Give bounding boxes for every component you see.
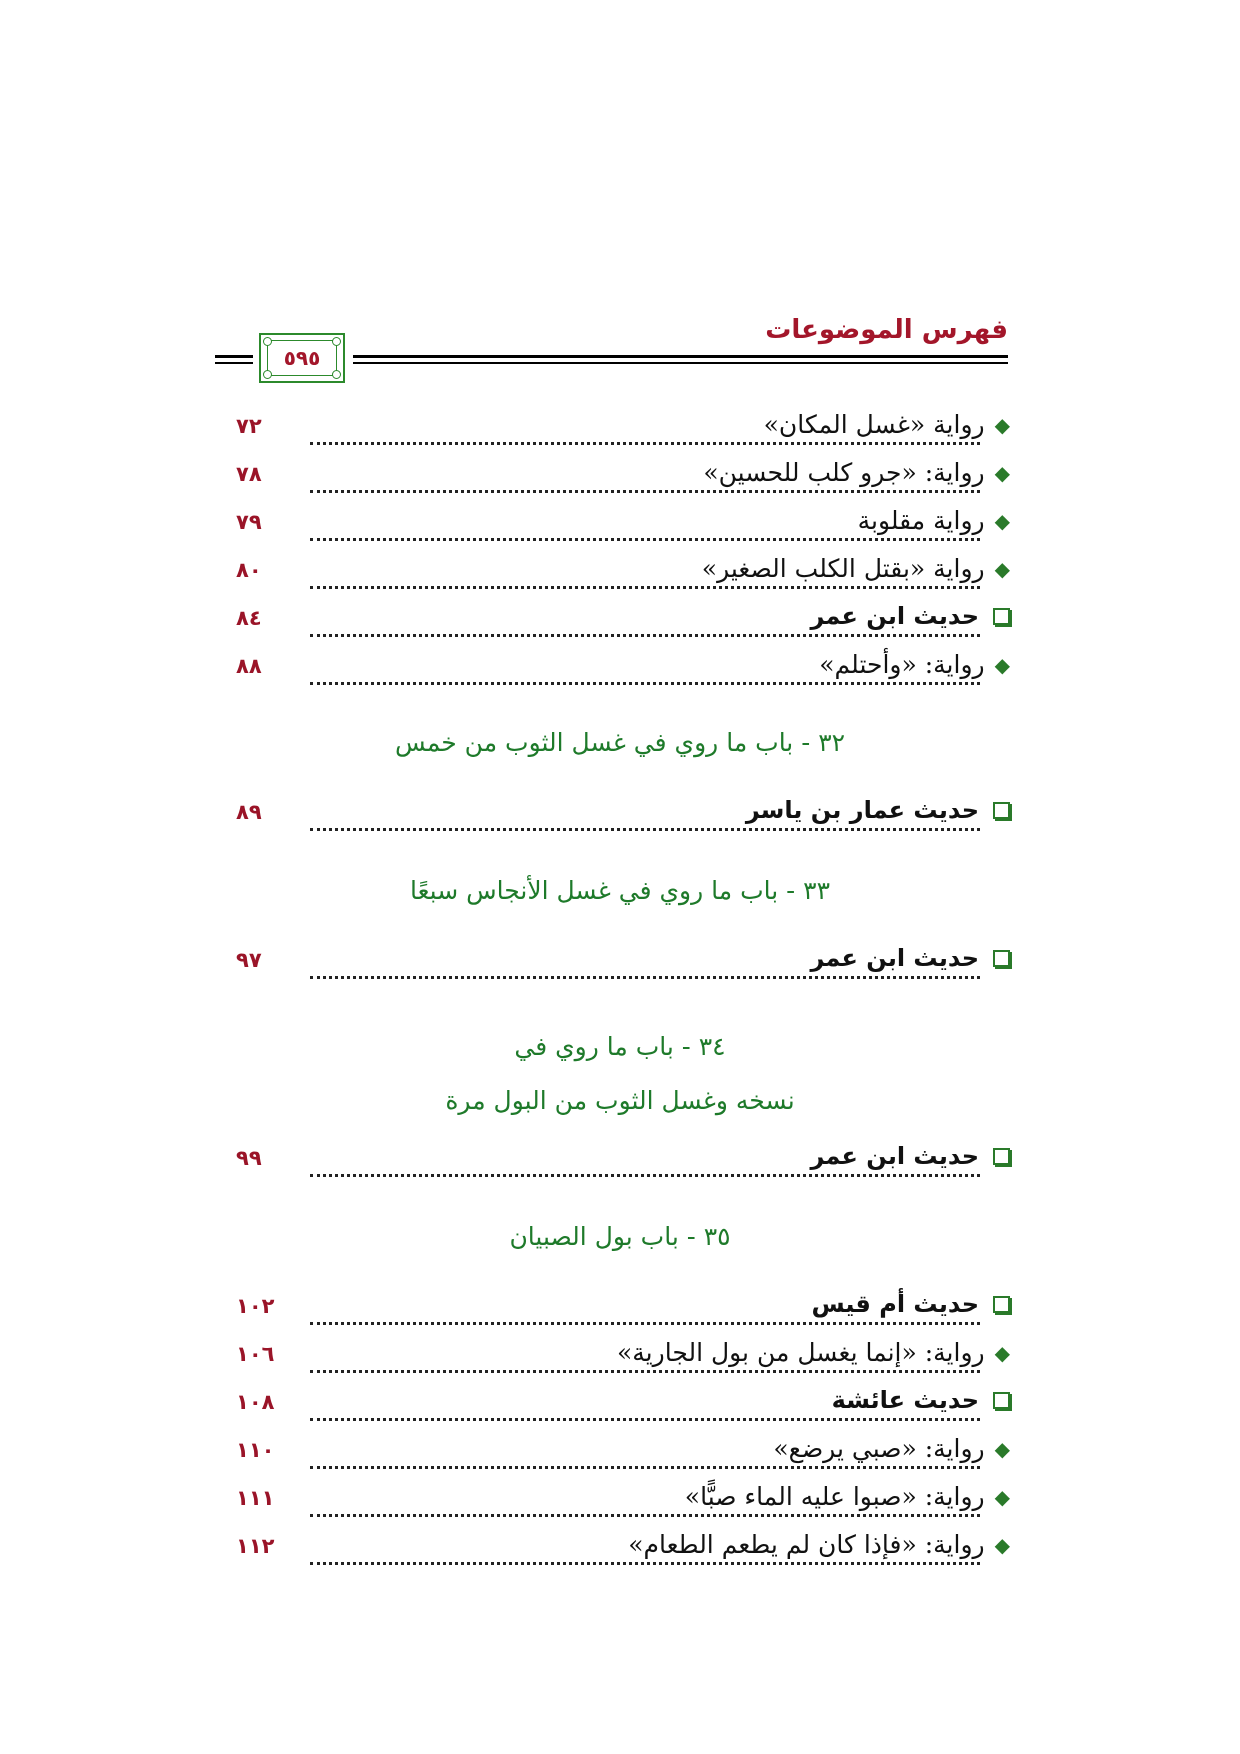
diamond-icon: ◆ (994, 556, 1010, 581)
page-number-frame (259, 333, 345, 383)
entry-page-number: ٨٠ (236, 558, 262, 582)
toc-entry[interactable] (230, 1290, 1010, 1334)
chapter-heading-line: ٣٤ - باب ما روي في (514, 1032, 726, 1061)
diamond-icon: ◆ (994, 1436, 1010, 1461)
header-rule-left-thin (215, 362, 253, 364)
entry-page-number: ١١١ (236, 1486, 275, 1510)
entry-text: حديث ابن عمر (810, 1142, 979, 1170)
chapter-heading-line: ٣٣ - باب ما روي في غسل الأنجاس سبعًا (410, 876, 830, 905)
entry-text: حديث عمار بن ياسر (745, 796, 979, 824)
entry-page-number: ١٠٨ (236, 1390, 275, 1414)
chapter-heading (230, 728, 1010, 757)
entry-text: رواية: «فإذا كان لم يطعم الطعام» (628, 1530, 985, 1559)
entry-text: رواية «غسل المكان» (763, 410, 985, 439)
entry-page-number: ٩٧ (236, 948, 262, 972)
entry-page-number: ٨٩ (236, 800, 262, 824)
toc-entry[interactable] (230, 1434, 1010, 1478)
chapter-heading (230, 1222, 1010, 1251)
entry-text: حديث ابن عمر (810, 944, 979, 972)
entry-page-number: ١٠٢ (236, 1294, 275, 1318)
diamond-icon: ◆ (994, 508, 1010, 533)
diamond-icon: ◆ (994, 1484, 1010, 1509)
diamond-icon: ◆ (994, 1532, 1010, 1557)
toc-entry[interactable] (230, 602, 1010, 646)
page-header (215, 315, 1008, 390)
entry-page-number: ٨٨ (236, 654, 262, 678)
square-icon (993, 1392, 1010, 1409)
square-icon (993, 608, 1010, 625)
diamond-icon: ◆ (994, 412, 1010, 437)
toc-entry[interactable] (230, 458, 1010, 502)
entry-page-number: ٨٤ (236, 606, 262, 630)
entry-text: رواية مقلوبة (857, 506, 985, 535)
header-rule-left (215, 355, 253, 358)
diamond-icon: ◆ (994, 1340, 1010, 1365)
frame-ornament-icon (332, 370, 341, 379)
frame-ornament-icon (263, 370, 272, 379)
entry-text: رواية «بقتل الكلب الصغير» (701, 554, 985, 583)
entry-text: رواية: «وأحتلم» (819, 650, 985, 679)
frame-ornament-icon (263, 337, 272, 346)
square-icon (993, 802, 1010, 819)
square-icon (993, 1148, 1010, 1165)
toc-entry[interactable] (230, 1338, 1010, 1382)
toc-entry[interactable] (230, 410, 1010, 454)
entry-page-number: ١١٠ (236, 1438, 275, 1462)
toc-entry[interactable] (230, 1530, 1010, 1574)
chapter-heading (230, 1020, 1010, 1128)
toc-entry[interactable] (230, 944, 1010, 988)
square-icon (993, 1296, 1010, 1313)
entry-text: رواية: «صبي يرضع» (773, 1434, 985, 1463)
entry-page-number: ١٠٦ (236, 1342, 275, 1366)
toc-entry[interactable] (230, 554, 1010, 598)
chapter-heading-line: ٣٢ - باب ما روي في غسل الثوب من خمس (394, 728, 846, 757)
toc-entry[interactable] (230, 1142, 1010, 1186)
toc-entry[interactable] (230, 506, 1010, 550)
entry-page-number: ٩٩ (236, 1146, 262, 1170)
chapter-heading-line: نسخه وغسل الثوب من البول مرة (445, 1086, 795, 1115)
entry-text: حديث ابن عمر (810, 602, 979, 630)
diamond-icon: ◆ (994, 460, 1010, 485)
entry-text: رواية: «صبوا عليه الماء صبًّا» (684, 1482, 985, 1511)
diamond-icon: ◆ (994, 652, 1010, 677)
header-rule-right-thin (353, 362, 1008, 364)
entry-page-number: ٧٢ (236, 414, 262, 438)
square-icon (993, 950, 1010, 967)
chapter-heading (230, 876, 1010, 905)
entry-page-number: ٧٨ (236, 462, 262, 486)
entry-text: رواية: «جرو كلب للحسين» (703, 458, 985, 487)
toc-entry[interactable] (230, 1482, 1010, 1526)
frame-ornament-icon (332, 337, 341, 346)
entry-page-number: ٧٩ (236, 510, 262, 534)
toc-entry[interactable] (230, 650, 1010, 694)
page-number: ٥٩٥ (267, 340, 337, 376)
entry-text: حديث عائشة (831, 1386, 979, 1414)
entry-page-number: ١١٢ (236, 1534, 275, 1558)
toc-entry[interactable] (230, 1386, 1010, 1430)
entry-text: حديث أم قيس (811, 1290, 979, 1318)
header-rule-right (353, 355, 1008, 358)
toc-entry[interactable] (230, 796, 1010, 840)
entry-text: رواية: «إنما يغسل من بول الجارية» (616, 1338, 985, 1367)
header-title: فهرس الموضوعات (765, 315, 1008, 345)
chapter-heading-line: ٣٥ - باب بول الصبيان (509, 1222, 731, 1251)
